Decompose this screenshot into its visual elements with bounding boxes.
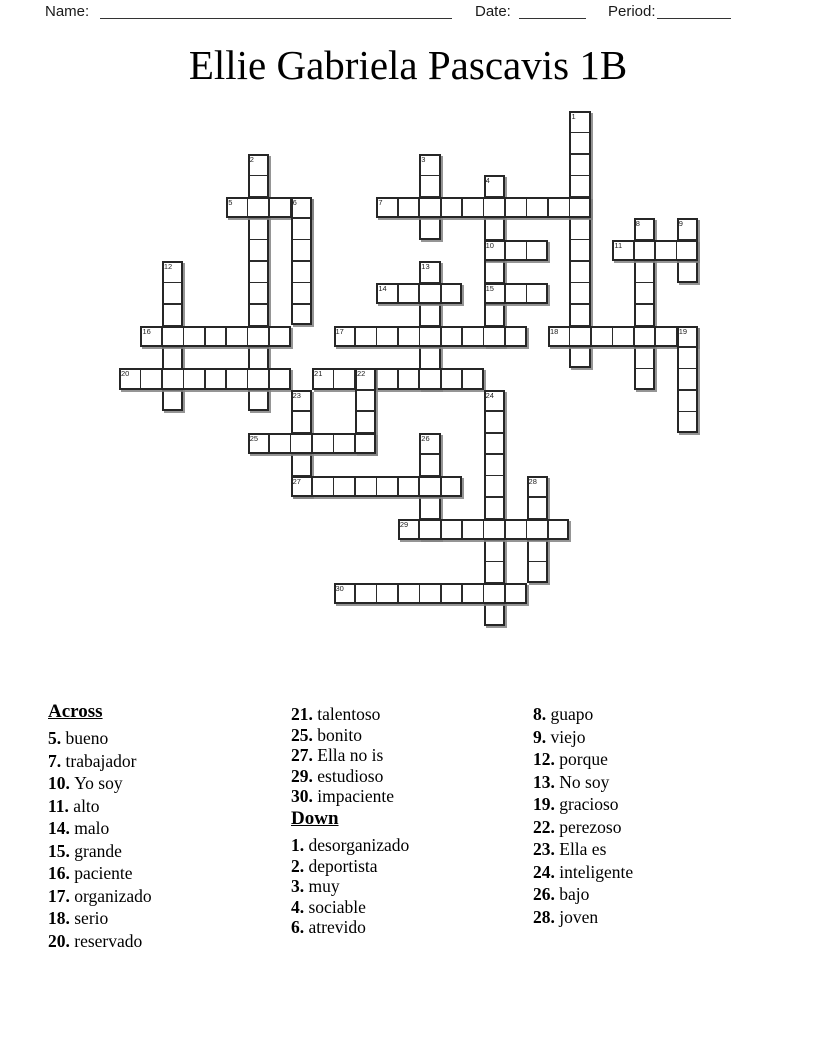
clue-text: No soy: [559, 771, 610, 792]
word-21-across[interactable]: [312, 368, 484, 389]
clue-number: 30.: [291, 786, 318, 806]
cell-divider: [268, 435, 270, 452]
clue-number: 10.: [48, 773, 75, 793]
clue-text: trabajador: [65, 750, 137, 771]
cell-divider: [293, 217, 310, 219]
cell-number-14: 14: [378, 283, 387, 293]
clue-text: inteligente: [559, 861, 634, 882]
clue-item-28: [533, 908, 778, 926]
cell-number-2: 2: [249, 154, 254, 164]
cell-divider: [461, 521, 463, 538]
word-18-across[interactable]: [548, 326, 698, 347]
clue-text: Ella es: [559, 839, 607, 859]
cell-divider: [504, 199, 506, 216]
clue-text: paciente: [74, 863, 133, 883]
clue-item-17: [48, 887, 293, 905]
cell-number-18: 18: [550, 326, 559, 336]
cell-divider: [486, 496, 503, 498]
cell-divider: [268, 328, 270, 345]
clue-text: malo: [74, 818, 110, 838]
clue-item-14: [48, 819, 293, 837]
cell-divider: [418, 199, 420, 216]
cell-number-11: 11: [614, 240, 623, 250]
cell-number-10: 10: [485, 240, 494, 250]
clue-number: 8.: [533, 704, 551, 724]
cell-divider: [529, 561, 546, 563]
cell-divider: [440, 585, 442, 602]
clue-number: 3.: [291, 876, 309, 896]
cell-number-7: 7: [378, 197, 383, 207]
cell-divider: [571, 132, 588, 134]
cell-divider: [397, 478, 399, 495]
clue-text: deportista: [308, 855, 378, 876]
cell-divider: [250, 239, 267, 241]
cell-number-5: 5: [228, 197, 233, 207]
cell-divider: [571, 282, 588, 284]
cell-divider: [293, 410, 310, 412]
clue-text: bueno: [65, 728, 109, 748]
cell-divider: [526, 285, 528, 302]
clue-item-30: [291, 787, 536, 805]
cell-divider: [526, 521, 528, 538]
clue-number: 9.: [533, 726, 551, 747]
cell-divider: [486, 475, 503, 477]
clue-text: gracioso: [559, 794, 619, 814]
cell-divider: [311, 435, 313, 452]
clue-number: 26.: [533, 884, 560, 904]
clue-text: reservado: [74, 930, 143, 951]
cell-divider: [250, 175, 267, 177]
cell-divider: [225, 328, 227, 345]
clue-text: guapo: [550, 704, 594, 724]
cell-divider: [354, 328, 356, 345]
cell-divider: [418, 478, 420, 495]
clue-item-26: [533, 885, 778, 903]
cell-divider: [636, 303, 653, 305]
cell-divider: [333, 435, 335, 452]
clue-number: 27.: [291, 745, 318, 765]
cell-divider: [483, 199, 485, 216]
cell-divider: [293, 239, 310, 241]
cell-divider: [440, 285, 442, 302]
cell-divider: [376, 328, 378, 345]
word-20-across[interactable]: [119, 368, 291, 389]
clue-text: porque: [559, 749, 608, 769]
cell-divider: [547, 521, 549, 538]
clue-text: bajo: [559, 884, 590, 904]
cell-divider: [225, 370, 227, 387]
clue-number: 6.: [291, 917, 309, 937]
clue-text: alto: [73, 795, 100, 816]
cell-divider: [547, 199, 549, 216]
clue-text: estudioso: [317, 765, 384, 786]
cell-divider: [504, 585, 506, 602]
cell-divider: [419, 328, 421, 345]
clue-column-down: [533, 702, 778, 930]
cell-divider: [504, 328, 506, 345]
clue-number: 17.: [48, 885, 75, 906]
word-29-across[interactable]: [398, 519, 570, 540]
clue-item-5: [48, 729, 293, 747]
cell-divider: [526, 242, 528, 259]
cell-divider: [571, 260, 588, 262]
cell-number-15: 15: [485, 283, 494, 293]
cell-number-22: 22: [356, 369, 366, 379]
cell-number-8: 8: [635, 219, 640, 229]
clue-item-7: [48, 752, 293, 770]
cell-divider: [636, 282, 653, 284]
cell-divider: [569, 328, 571, 345]
cell-divider: [654, 242, 656, 259]
cell-number-28: 28: [528, 476, 537, 486]
cell-number-30: 30: [335, 583, 344, 593]
cell-divider: [290, 435, 292, 452]
cell-divider: [571, 153, 588, 155]
word-6-down[interactable]: [291, 197, 312, 326]
cell-divider: [354, 435, 356, 452]
cell-divider: [612, 328, 614, 345]
cell-divider: [247, 199, 249, 216]
cell-number-21: 21: [314, 369, 323, 379]
cell-divider: [504, 521, 506, 538]
cell-divider: [140, 370, 142, 387]
cell-divider: [526, 199, 528, 216]
cell-divider: [571, 175, 588, 177]
cell-divider: [250, 303, 267, 305]
clue-number: 12.: [533, 749, 560, 769]
cell-divider: [679, 346, 696, 348]
clue-text: talentoso: [317, 704, 381, 724]
cell-divider: [483, 585, 485, 602]
cell-divider: [183, 328, 185, 345]
clue-item-12: [533, 750, 778, 768]
cell-divider: [161, 328, 163, 345]
clue-number: 28.: [533, 906, 560, 927]
cell-divider: [333, 478, 335, 495]
cell-divider: [461, 370, 463, 387]
cell-divider: [636, 368, 653, 370]
cell-divider: [418, 285, 420, 302]
clue-number: 20.: [48, 930, 75, 951]
cell-number-1: 1: [571, 112, 576, 121]
cell-divider: [633, 242, 635, 259]
cell-divider: [679, 389, 696, 391]
cell-number-6: 6: [292, 197, 297, 207]
clue-column-across: [48, 702, 293, 954]
cell-divider: [397, 199, 399, 216]
clue-item-25: [291, 726, 536, 744]
word-17-across[interactable]: [334, 326, 527, 347]
cell-divider: [679, 411, 696, 413]
cell-number-12: 12: [163, 262, 173, 272]
clue-number: 11.: [48, 795, 74, 816]
cell-divider: [268, 199, 270, 216]
clue-text: viejo: [550, 726, 586, 747]
cell-divider: [397, 285, 399, 302]
clue-number: 29.: [291, 765, 318, 786]
clue-item-10: [48, 774, 293, 792]
cell-divider: [654, 328, 656, 345]
cell-divider: [333, 370, 335, 387]
cell-number-3: 3: [421, 154, 426, 164]
clue-number: 19.: [533, 794, 560, 814]
clue-item-6: [291, 918, 536, 936]
cell-divider: [486, 453, 503, 455]
cell-number-17: 17: [335, 326, 344, 336]
clues-heading-across: Across: [48, 701, 103, 722]
clue-text: organizado: [74, 885, 152, 906]
page-title: Ellie Gabriela Pascavis 1B: [188, 42, 628, 88]
clue-number: 16.: [48, 863, 75, 883]
clue-item-29: [291, 767, 536, 785]
cell-divider: [357, 389, 374, 391]
cell-divider: [529, 496, 546, 498]
clue-text: muy: [308, 876, 340, 896]
word-16-across[interactable]: [140, 326, 290, 347]
cell-number-4: 4: [485, 176, 490, 186]
cell-number-13: 13: [421, 262, 430, 272]
cell-divider: [397, 328, 399, 345]
cell-divider: [293, 303, 310, 305]
cell-divider: [461, 199, 463, 216]
clue-text: bonito: [317, 724, 362, 745]
cell-divider: [247, 370, 249, 387]
cell-divider: [440, 370, 442, 387]
clue-item-11: [48, 797, 293, 815]
clue-text: grande: [74, 840, 122, 861]
cell-divider: [247, 328, 249, 345]
clue-item-16: [48, 864, 293, 882]
word-11-across[interactable]: [612, 240, 698, 261]
clue-item-13: [533, 773, 778, 791]
word-25-across[interactable]: [248, 433, 377, 454]
clue-text: Yo soy: [74, 773, 123, 793]
cell-divider: [633, 328, 635, 345]
clue-item-4: [291, 898, 536, 916]
cell-divider: [164, 303, 181, 305]
cell-divider: [376, 585, 378, 602]
word-7-across[interactable]: [376, 197, 591, 218]
cell-divider: [461, 328, 463, 345]
clue-text: perezoso: [559, 816, 622, 837]
cell-divider: [440, 521, 442, 538]
cell-divider: [440, 478, 442, 495]
word-14-across[interactable]: [376, 283, 462, 304]
clue-number: 25.: [291, 724, 318, 745]
clue-item-3: [291, 877, 536, 895]
clue-text: atrevido: [308, 917, 366, 937]
clue-number: 18.: [48, 908, 75, 928]
cell-divider: [421, 453, 438, 455]
clue-number: 13.: [533, 771, 560, 792]
cell-divider: [590, 328, 592, 345]
word-30-across[interactable]: [334, 583, 527, 604]
clue-number: 15.: [48, 840, 75, 861]
cell-divider: [418, 370, 420, 387]
cell-divider: [676, 242, 678, 259]
cell-number-27: 27: [292, 476, 301, 486]
cell-divider: [311, 478, 313, 495]
cell-number-25: 25: [249, 433, 259, 443]
cell-divider: [357, 410, 374, 412]
cell-divider: [397, 585, 399, 602]
cell-divider: [204, 370, 206, 387]
cell-number-20: 20: [121, 369, 130, 379]
clue-item-22: [533, 818, 778, 836]
cell-divider: [440, 199, 442, 216]
clue-number: 21.: [291, 704, 318, 724]
cell-divider: [461, 585, 463, 602]
word-19-down[interactable]: [677, 326, 698, 433]
cell-divider: [354, 478, 356, 495]
cell-divider: [419, 585, 421, 602]
clues-heading-down: Down: [291, 808, 339, 829]
cell-number-24: 24: [485, 390, 494, 400]
cell-divider: [293, 260, 310, 262]
cell-number-16: 16: [142, 326, 151, 336]
clue-item-8: [533, 705, 778, 723]
cell-divider: [486, 410, 503, 412]
clue-item-20: [48, 932, 293, 950]
cell-divider: [679, 368, 696, 370]
cell-divider: [376, 478, 378, 495]
cell-divider: [486, 432, 503, 434]
cell-divider: [397, 370, 399, 387]
cell-number-26: 26: [421, 433, 430, 443]
word-27-across[interactable]: [291, 476, 463, 497]
clue-item-9: [533, 728, 778, 746]
cell-divider: [161, 370, 163, 387]
cell-divider: [204, 328, 206, 345]
cell-divider: [250, 282, 267, 284]
cell-divider: [483, 521, 485, 538]
clue-number: 23.: [533, 839, 560, 859]
clue-item-23: [533, 840, 778, 858]
clue-item-27: [291, 746, 536, 764]
clue-text: serio: [74, 908, 109, 928]
cell-divider: [571, 239, 588, 241]
clue-item-19: [533, 795, 778, 813]
cell-divider: [504, 285, 506, 302]
cell-divider: [569, 199, 571, 216]
date-label: Date:: [475, 3, 511, 20]
clue-number: 14.: [48, 818, 75, 838]
cell-divider: [183, 370, 185, 387]
clue-item-21: [291, 705, 536, 723]
clue-number: 1.: [291, 835, 309, 855]
clue-text: Ella no is: [317, 745, 384, 765]
cell-number-19: 19: [678, 326, 688, 336]
clue-number: 22.: [533, 816, 560, 837]
cell-divider: [440, 328, 442, 345]
cell-number-23: 23: [292, 390, 301, 400]
clue-number: 7.: [48, 750, 66, 771]
clue-text: desorganizado: [308, 835, 410, 855]
cell-divider: [483, 328, 485, 345]
cell-divider: [418, 521, 420, 538]
clue-item-18: [48, 909, 293, 927]
clue-item-15: [48, 842, 293, 860]
cell-divider: [504, 242, 506, 259]
clue-column-middle: [291, 702, 536, 939]
cell-number-9: 9: [678, 219, 683, 229]
cell-divider: [571, 303, 588, 305]
clue-item-2: [291, 857, 536, 875]
cell-divider: [293, 282, 310, 284]
clue-item-1: [291, 836, 536, 854]
cell-number-29: 29: [399, 519, 409, 529]
cell-divider: [486, 561, 503, 563]
period-label: Period:: [608, 3, 656, 20]
cell-divider: [268, 370, 270, 387]
clue-text: impaciente: [317, 786, 395, 806]
cell-divider: [354, 585, 356, 602]
clue-number: 2.: [291, 855, 309, 876]
clue-text: sociable: [308, 896, 366, 917]
clue-number: 24.: [533, 861, 560, 882]
name-label: Name:: [45, 3, 90, 20]
cell-divider: [164, 282, 181, 284]
clue-number: 5.: [48, 728, 66, 748]
cell-divider: [250, 260, 267, 262]
clue-number: 4.: [291, 896, 309, 917]
cell-divider: [421, 175, 438, 177]
clue-text: joven: [559, 906, 599, 927]
clue-item-24: [533, 863, 778, 881]
